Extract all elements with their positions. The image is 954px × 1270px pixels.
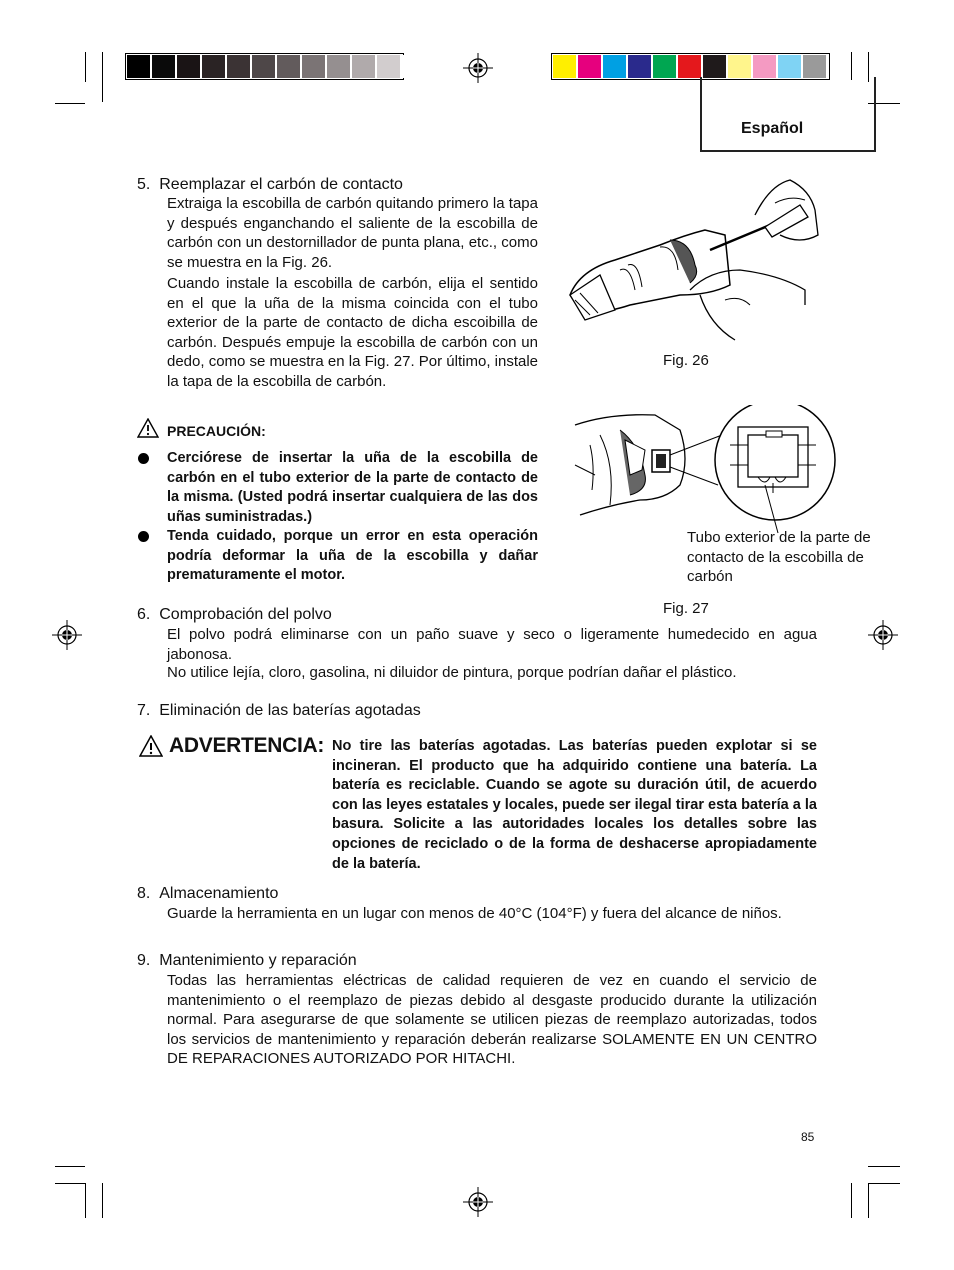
section-5-paragraph-2: Cuando instale la escobilla de carbón, elija el sentido en el que la uña de la misma coincida con el tubo exterior de la parte de contacto de dicha escoibilla de carbón. Después empuje la escobilla de carbón con un dedo, como se muestra en la Fig. 27. Por último, instale la tapa de la escobilla de carbón. [167, 275, 539, 390]
color-swatch [603, 55, 626, 78]
language-label: Español [741, 120, 804, 137]
color-swatch [703, 55, 726, 78]
color-swatch [127, 55, 150, 78]
color-swatch [252, 55, 275, 78]
color-swatch [778, 55, 801, 78]
caution-triangle-icon [137, 418, 159, 438]
color-swatch [302, 55, 325, 78]
registration-mark-icon [463, 1187, 493, 1217]
section-5-paragraph-1: Extraiga la escobilla de carbón quitando primero la tapa y después enganchando el saliente de la escobilla de carbón con un destornillador de punta plana, etc., como se muestra en la Fig. 26. [167, 195, 538, 271]
caution-title: PRECAUCIÓN: [167, 423, 266, 439]
warning-triangle-icon [139, 735, 163, 757]
section-9-heading: 9. Mantenimiento y reparación [137, 952, 357, 969]
figure-27-label: Fig. 27 [663, 600, 709, 617]
section-8-heading: 8. Almacenamiento [137, 885, 279, 902]
color-swatch [803, 55, 826, 78]
section-6-paragraph-1: El polvo podrá eliminarse con un paño suave y seco o ligeramente humedecido en agua jabonosa. [167, 626, 817, 663]
color-swatch [678, 55, 701, 78]
color-swatch [553, 55, 576, 78]
caution-bullet-2: Tenda cuidado, porque un error en esta operación podría deformar la uña de la escobilla y dañar prematuramente el motor. [167, 528, 538, 584]
section-6-paragraph-2: No utilice lejía, cloro, gasolina, ni diluidor de pintura, porque podrían dañar el plástico. [167, 664, 737, 681]
color-swatch [753, 55, 776, 78]
figure-27-caption: Tubo exterior de la parte de contacto de la escobilla de carbón [687, 529, 871, 586]
color-swatch [152, 55, 175, 78]
figure-26-illustration [560, 175, 820, 350]
section-7-heading: 7. Eliminación de las baterías agotadas [137, 702, 421, 719]
caution-bullet-1: Cerciórese de insertar la uña de la escobilla de carbón en el tubo exterior de la parte de contacto de la misma. (Usted podrá insertar cualquiera de las dos uñas suministradas.) [167, 450, 538, 525]
color-swatch [277, 55, 300, 78]
color-swatch [377, 55, 400, 78]
color-swatch [202, 55, 225, 78]
page-number: 85 [801, 1130, 815, 1144]
color-swatch [628, 55, 651, 78]
warning-text: No tire las baterías agotadas. Las baterías pueden explotar si se incineran. El producto que ha adquirido contiene una batería. La batería es reciclable. Cuando se agote su duración útil, de acuerdo con las leyes estatales y locales, puede ser ilegal tirar esta batería a la basura. Solicite a las autoridades locales los detalles sobre las opciones de reciclado o de la forma de deshacerse apropiadamente de la batería. [332, 738, 817, 872]
registration-mark-icon [463, 53, 493, 83]
color-swatch [402, 55, 425, 78]
color-swatch [653, 55, 676, 78]
color-swatch [327, 55, 350, 78]
figure-26-label: Fig. 26 [663, 352, 709, 369]
bullet-dot [138, 531, 149, 542]
color-swatch [578, 55, 601, 78]
registration-mark-icon [868, 620, 898, 650]
section-6-heading: 6. Comprobación del polvo [137, 606, 332, 623]
color-swatch [352, 55, 375, 78]
color-swatch [177, 55, 200, 78]
bullet-dot [138, 453, 149, 464]
warning-title: ADVERTENCIA: [169, 734, 325, 757]
figure-27-illustration [570, 405, 885, 535]
section-9-paragraph-1: Todas las herramientas eléctricas de calidad requieren de vez en cuando el servicio de mantenimiento o el reemplazo de piezas debido al desgaste producido durante la utilización normal. Para asegurarse de que solamente se utilicen piezas de reemplazo autorizadas, todos los servicios de mantenimiento y reparación deberán realizarse SOLAMENTE EN UN CENTRO DE REPARACIONES AUTORIZADO POR HITACHI. [167, 972, 817, 1068]
language-tab [700, 77, 876, 152]
section-8-paragraph-1: Guarde la herramienta en un lugar con menos de 40°C (104°F) y fuera del alcance de niños. [167, 905, 782, 922]
color-swatch [728, 55, 751, 78]
registration-mark-icon [52, 620, 82, 650]
color-bar [551, 53, 830, 80]
color-swatch [227, 55, 250, 78]
gray-color-bar [125, 53, 404, 80]
section-5-heading: 5. Reemplazar el carbón de contacto [137, 176, 403, 193]
